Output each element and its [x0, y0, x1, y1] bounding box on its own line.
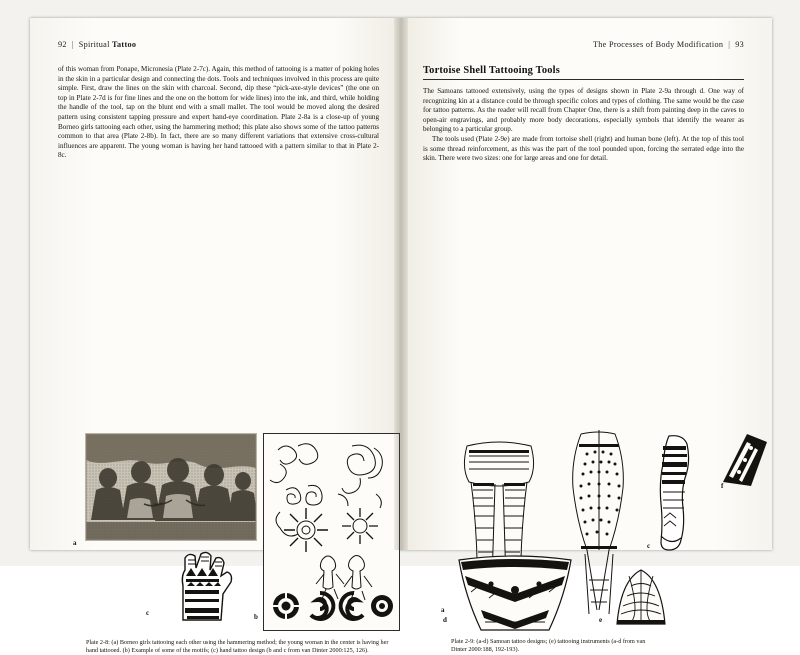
section-rule [423, 79, 744, 80]
plate-2-9e-instruments [605, 556, 677, 628]
plate-2-8a-photo [85, 433, 257, 541]
book-spread [30, 18, 772, 655]
left-body-text [58, 65, 379, 161]
section-heading: Tortoise Shell Tattooing Tools [423, 65, 560, 76]
plate-2-9d-design [451, 554, 579, 632]
left-running-head: 92 | Spiritual Tattoo [58, 40, 137, 49]
left-runhead-title: Spiritual [78, 40, 110, 49]
right-paragraph-2: The tools used (Plate 2-9e) are made from tortoise shell (right) and human bone (left). At the top of this tool is some thread reinforcement, as this was the part of the tool pounded upon, forcing the serrated edge into the skin. There were two sizes: one for large areas and one for detail. [423, 134, 744, 163]
right-page [401, 18, 772, 653]
right-body-text [423, 87, 744, 164]
figure-label-f-right: f [721, 481, 724, 490]
left-folio: 92 [58, 40, 67, 49]
plate-2-9f-arm [717, 430, 769, 486]
plate-2-8b-motifs [263, 433, 400, 631]
figure-label-e-right: e [599, 615, 603, 624]
figure-label-a-left: a [73, 538, 77, 547]
figure-label-d-right: d [443, 615, 447, 624]
right-runhead-title: The Processes of Body Modification [592, 40, 724, 49]
left-page [30, 18, 401, 655]
figure-label-a-right: a [441, 605, 445, 614]
figure-label-c-right: c [647, 541, 651, 550]
right-running-head: The Processes of Body Modification | 93 [592, 40, 744, 49]
plate-2-9c-leg [649, 432, 709, 552]
left-runhead-title-bold: Tattoo [112, 40, 137, 49]
plate-2-9-caption: Plate 2-9: (a-d) Samoan tattoo designs; (e) tattooing instruments (a-d from van Dinter 2000:188, 192-193). [451, 637, 646, 653]
plate-2-8-caption: Plate 2-8: (a) Borneo girls tattooing each other using the hammering method; the young woman in the center is having her hand tattooed. (b) Example of some of the motifs; (c) hand tattoo design (b and c from van Dinter 2000:125, 126). [86, 638, 389, 655]
right-paragraph-1: The Samoans tattooed extensively, using the types of designs shown in Plate 2-9a through d. One way of recognizing kin at a distance could be through specific colors and types of clothing. The same would be the case for tattoo patterns. As the reader will recall from Chapter One, there is a shift from painting deep in the caves to open-air engravings, and probably more body decorations, especially symbols that identify the wearer as belonging to a particular group. [423, 87, 744, 134]
figure-label-c-left: c [146, 608, 150, 617]
left-paragraph-1: of this woman from Ponape, Micronesia (Plate 2-7c). Again, this method of tattooing is a matter of poking holes in the skin in a particular design and connecting the dots. Tools and techniques involved in this process are quite simple. First, draw the lines on the skin with charcoal. Second, dip these “pick-axe-style devices” (the one on top in Plate 2-7d is for fine lines and the one on the bottom for wide lines) into the ink, and third, while holding the handle of the tool, tap on the blunt end with a small mallet. The tool would be moved along the desired pattern using consistent tapping pressure and expert hand-eye coordination. Plate 2-8a is a close-up of young Borneo girls tattooing each other, using the hammering method; this plate also shows some of the tattoo patterns common to that area (Plate 2-8b). In fact, there are so many different variations that extensive cross-cultural influences are apparent. The young woman is having her hand tattooed with a pattern similar to that in Plate 2-8c. [58, 65, 379, 160]
plate-2-8c-hand-design [163, 546, 245, 624]
figure-label-b-left: b [254, 612, 258, 621]
right-folio: 93 [735, 40, 744, 49]
